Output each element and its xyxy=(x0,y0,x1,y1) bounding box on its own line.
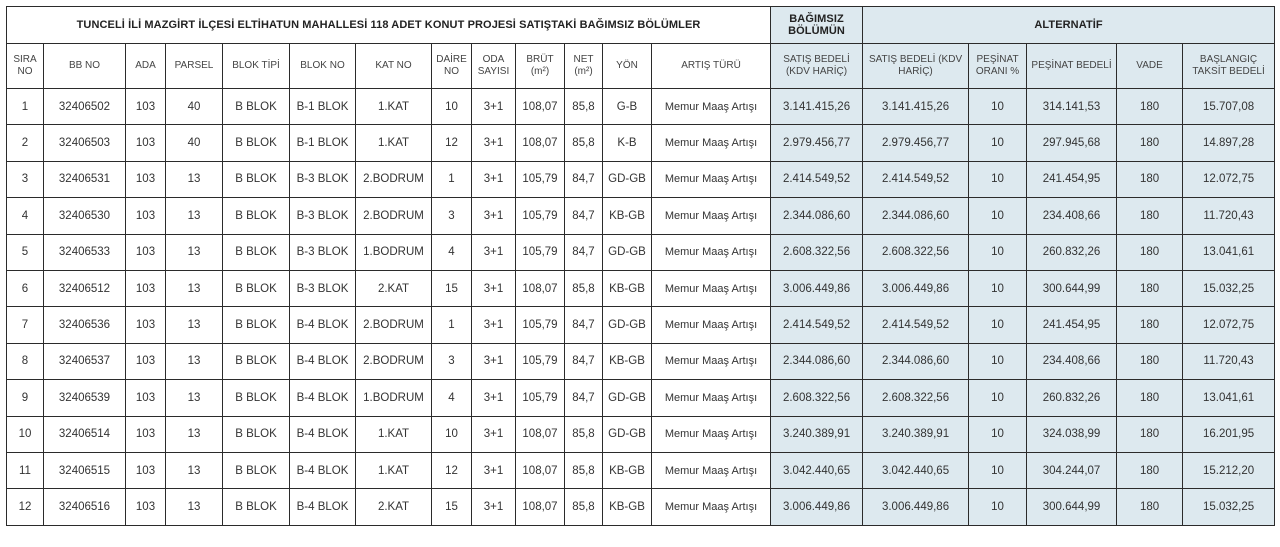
cell-blok-tipi: B BLOK xyxy=(223,380,290,416)
cell-yon: GD-GB xyxy=(603,307,652,343)
cell-sira-no: 3 xyxy=(7,161,44,197)
cell-artis-turu: Memur Maaş Artışı xyxy=(652,89,771,125)
column-header-pesinat-orani: PEŞİNAT ORANI % xyxy=(969,44,1027,89)
cell-sira-no: 9 xyxy=(7,380,44,416)
cell-yon: KB-GB xyxy=(603,198,652,234)
cell-bb-no: 32406514 xyxy=(44,416,126,452)
cell-kat-no: 2.BODRUM xyxy=(356,198,432,234)
cell-alt-satis-bedeli: 3.006.449,86 xyxy=(863,270,969,306)
cell-parsel: 13 xyxy=(166,489,223,525)
cell-brut: 105,79 xyxy=(516,343,565,379)
cell-vade: 180 xyxy=(1117,343,1183,379)
cell-vade: 180 xyxy=(1117,307,1183,343)
cell-bb-no: 32406531 xyxy=(44,161,126,197)
cell-pesinat-bedeli: 300.644,99 xyxy=(1027,489,1117,525)
cell-alt-satis-bedeli: 3.141.415,26 xyxy=(863,89,969,125)
cell-daire-no: 15 xyxy=(432,270,472,306)
cell-ada: 103 xyxy=(126,125,166,161)
cell-bb-no: 32406530 xyxy=(44,198,126,234)
cell-brut: 108,07 xyxy=(516,452,565,488)
cell-parsel: 13 xyxy=(166,416,223,452)
cell-satis-bedeli: 3.006.449,86 xyxy=(771,270,863,306)
cell-baslangic-taksit: 16.201,95 xyxy=(1183,416,1275,452)
cell-pesinat-bedeli: 234.408,66 xyxy=(1027,343,1117,379)
table-row xyxy=(7,234,1275,270)
cell-kat-no: 2.BODRUM xyxy=(356,161,432,197)
cell-baslangic-taksit: 15.707,08 xyxy=(1183,89,1275,125)
cell-pesinat-bedeli: 304.244,07 xyxy=(1027,452,1117,488)
cell-sira-no: 4 xyxy=(7,198,44,234)
cell-oda-sayisi: 3+1 xyxy=(472,161,516,197)
cell-vade: 180 xyxy=(1117,489,1183,525)
column-header-net: NET (m²) xyxy=(565,44,603,89)
table-row xyxy=(7,125,1275,161)
cell-sira-no: 10 xyxy=(7,416,44,452)
cell-bb-no: 32406537 xyxy=(44,343,126,379)
cell-brut: 108,07 xyxy=(516,416,565,452)
cell-blok-no: B-3 BLOK xyxy=(290,234,356,270)
cell-blok-tipi: B BLOK xyxy=(223,89,290,125)
cell-blok-tipi: B BLOK xyxy=(223,343,290,379)
cell-baslangic-taksit: 14.897,28 xyxy=(1183,125,1275,161)
cell-net: 85,8 xyxy=(565,416,603,452)
cell-artis-turu: Memur Maaş Artışı xyxy=(652,234,771,270)
cell-baslangic-taksit: 11.720,43 xyxy=(1183,343,1275,379)
cell-daire-no: 3 xyxy=(432,343,472,379)
cell-oda-sayisi: 3+1 xyxy=(472,452,516,488)
cell-pesinat-orani: 10 xyxy=(969,198,1027,234)
cell-oda-sayisi: 3+1 xyxy=(472,416,516,452)
cell-satis-bedeli: 2.414.549,52 xyxy=(771,161,863,197)
cell-blok-tipi: B BLOK xyxy=(223,307,290,343)
cell-bb-no: 32406512 xyxy=(44,270,126,306)
cell-vade: 180 xyxy=(1117,452,1183,488)
cell-net: 84,7 xyxy=(565,343,603,379)
cell-blok-no: B-1 BLOK xyxy=(290,89,356,125)
table-row xyxy=(7,198,1275,234)
cell-parsel: 40 xyxy=(166,89,223,125)
table-row xyxy=(7,452,1275,488)
cell-oda-sayisi: 3+1 xyxy=(472,343,516,379)
cell-baslangic-taksit: 12.072,75 xyxy=(1183,161,1275,197)
cell-vade: 180 xyxy=(1117,270,1183,306)
cell-baslangic-taksit: 15.212,20 xyxy=(1183,452,1275,488)
cell-pesinat-orani: 10 xyxy=(969,380,1027,416)
cell-daire-no: 12 xyxy=(432,125,472,161)
cell-alt-satis-bedeli: 3.240.389,91 xyxy=(863,416,969,452)
cell-kat-no: 1.BODRUM xyxy=(356,234,432,270)
cell-vade: 180 xyxy=(1117,125,1183,161)
cell-ada: 103 xyxy=(126,452,166,488)
cell-pesinat-orani: 10 xyxy=(969,489,1027,525)
column-header-baslangic-taksit: BAŞLANGIÇ TAKSİT BEDELİ xyxy=(1183,44,1275,89)
cell-parsel: 13 xyxy=(166,307,223,343)
cell-yon: KB-GB xyxy=(603,270,652,306)
cell-kat-no: 2.KAT xyxy=(356,270,432,306)
cell-satis-bedeli: 2.979.456,77 xyxy=(771,125,863,161)
cell-yon: GD-GB xyxy=(603,161,652,197)
cell-bb-no: 32406533 xyxy=(44,234,126,270)
cell-satis-bedeli: 2.344.086,60 xyxy=(771,343,863,379)
cell-vade: 180 xyxy=(1117,89,1183,125)
cell-kat-no: 1.KAT xyxy=(356,452,432,488)
cell-blok-tipi: B BLOK xyxy=(223,234,290,270)
cell-vade: 180 xyxy=(1117,234,1183,270)
cell-alt-satis-bedeli: 2.414.549,52 xyxy=(863,161,969,197)
cell-kat-no: 1.BODRUM xyxy=(356,380,432,416)
cell-kat-no: 1.KAT xyxy=(356,416,432,452)
cell-sira-no: 11 xyxy=(7,452,44,488)
cell-pesinat-orani: 10 xyxy=(969,343,1027,379)
sales-table xyxy=(6,6,1275,526)
cell-pesinat-orani: 10 xyxy=(969,416,1027,452)
cell-yon: GD-GB xyxy=(603,416,652,452)
cell-net: 84,7 xyxy=(565,234,603,270)
cell-net: 84,7 xyxy=(565,198,603,234)
cell-yon: KB-GB xyxy=(603,452,652,488)
column-header-bb-no: BB NO xyxy=(44,44,126,89)
table-row xyxy=(7,161,1275,197)
bagimsiz-group-header: BAĞIMSIZ BÖLÜMÜN xyxy=(771,7,863,44)
cell-satis-bedeli: 2.414.549,52 xyxy=(771,307,863,343)
cell-net: 84,7 xyxy=(565,307,603,343)
cell-oda-sayisi: 3+1 xyxy=(472,489,516,525)
table-row xyxy=(7,270,1275,306)
cell-artis-turu: Memur Maaş Artışı xyxy=(652,380,771,416)
cell-kat-no: 1.KAT xyxy=(356,89,432,125)
cell-artis-turu: Memur Maaş Artışı xyxy=(652,343,771,379)
cell-parsel: 13 xyxy=(166,270,223,306)
column-header-row xyxy=(7,44,1275,89)
cell-blok-no: B-3 BLOK xyxy=(290,161,356,197)
cell-net: 85,8 xyxy=(565,452,603,488)
cell-oda-sayisi: 3+1 xyxy=(472,380,516,416)
cell-oda-sayisi: 3+1 xyxy=(472,307,516,343)
cell-blok-tipi: B BLOK xyxy=(223,416,290,452)
table-body xyxy=(7,89,1275,526)
cell-daire-no: 4 xyxy=(432,380,472,416)
table-row xyxy=(7,416,1275,452)
table-row xyxy=(7,343,1275,379)
column-header-vade: VADE xyxy=(1117,44,1183,89)
cell-blok-no: B-3 BLOK xyxy=(290,270,356,306)
cell-brut: 105,79 xyxy=(516,198,565,234)
table-row xyxy=(7,489,1275,525)
cell-brut: 108,07 xyxy=(516,489,565,525)
cell-bb-no: 32406536 xyxy=(44,307,126,343)
cell-alt-satis-bedeli: 2.414.549,52 xyxy=(863,307,969,343)
cell-pesinat-orani: 10 xyxy=(969,125,1027,161)
cell-alt-satis-bedeli: 3.006.449,86 xyxy=(863,489,969,525)
cell-net: 85,8 xyxy=(565,489,603,525)
cell-brut: 108,07 xyxy=(516,270,565,306)
cell-daire-no: 15 xyxy=(432,489,472,525)
cell-brut: 105,79 xyxy=(516,161,565,197)
cell-artis-turu: Memur Maaş Artışı xyxy=(652,307,771,343)
cell-artis-turu: Memur Maaş Artışı xyxy=(652,270,771,306)
cell-yon: GD-GB xyxy=(603,380,652,416)
cell-daire-no: 10 xyxy=(432,416,472,452)
cell-kat-no: 2.KAT xyxy=(356,489,432,525)
cell-bb-no: 32406502 xyxy=(44,89,126,125)
cell-pesinat-orani: 10 xyxy=(969,234,1027,270)
cell-ada: 103 xyxy=(126,489,166,525)
cell-bb-no: 32406515 xyxy=(44,452,126,488)
cell-artis-turu: Memur Maaş Artışı xyxy=(652,198,771,234)
cell-pesinat-orani: 10 xyxy=(969,161,1027,197)
cell-satis-bedeli: 3.042.440,65 xyxy=(771,452,863,488)
cell-ada: 103 xyxy=(126,161,166,197)
cell-pesinat-bedeli: 260.832,26 xyxy=(1027,380,1117,416)
cell-baslangic-taksit: 11.720,43 xyxy=(1183,198,1275,234)
cell-pesinat-orani: 10 xyxy=(969,307,1027,343)
cell-ada: 103 xyxy=(126,270,166,306)
cell-oda-sayisi: 3+1 xyxy=(472,234,516,270)
cell-ada: 103 xyxy=(126,343,166,379)
column-header-pesinat-bedeli: PEŞİNAT BEDELİ xyxy=(1027,44,1117,89)
cell-satis-bedeli: 3.240.389,91 xyxy=(771,416,863,452)
cell-yon: K-B xyxy=(603,125,652,161)
cell-brut: 105,79 xyxy=(516,307,565,343)
cell-parsel: 13 xyxy=(166,452,223,488)
column-header-ada: ADA xyxy=(126,44,166,89)
cell-kat-no: 2.BODRUM xyxy=(356,343,432,379)
cell-artis-turu: Memur Maaş Artışı xyxy=(652,452,771,488)
sales-table-container xyxy=(6,6,1275,526)
cell-blok-no: B-4 BLOK xyxy=(290,416,356,452)
cell-satis-bedeli: 2.344.086,60 xyxy=(771,198,863,234)
column-header-oda-sayisi: ODA SAYISI xyxy=(472,44,516,89)
cell-oda-sayisi: 3+1 xyxy=(472,89,516,125)
cell-brut: 108,07 xyxy=(516,89,565,125)
cell-blok-no: B-3 BLOK xyxy=(290,198,356,234)
cell-brut: 105,79 xyxy=(516,380,565,416)
cell-oda-sayisi: 3+1 xyxy=(472,198,516,234)
cell-daire-no: 4 xyxy=(432,234,472,270)
cell-blok-no: B-4 BLOK xyxy=(290,343,356,379)
cell-kat-no: 1.KAT xyxy=(356,125,432,161)
cell-alt-satis-bedeli: 2.608.322,56 xyxy=(863,234,969,270)
column-header-blok-tipi: BLOK TİPİ xyxy=(223,44,290,89)
cell-sira-no: 6 xyxy=(7,270,44,306)
cell-satis-bedeli: 3.006.449,86 xyxy=(771,489,863,525)
cell-pesinat-bedeli: 297.945,68 xyxy=(1027,125,1117,161)
column-header-satis-bedeli: SATIŞ BEDELİ (KDV HARİÇ) xyxy=(771,44,863,89)
cell-oda-sayisi: 3+1 xyxy=(472,270,516,306)
cell-blok-no: B-1 BLOK xyxy=(290,125,356,161)
cell-blok-tipi: B BLOK xyxy=(223,270,290,306)
cell-baslangic-taksit: 13.041,61 xyxy=(1183,380,1275,416)
cell-baslangic-taksit: 15.032,25 xyxy=(1183,489,1275,525)
table-row xyxy=(7,89,1275,125)
cell-daire-no: 1 xyxy=(432,307,472,343)
cell-blok-tipi: B BLOK xyxy=(223,452,290,488)
cell-parsel: 13 xyxy=(166,343,223,379)
cell-bb-no: 32406516 xyxy=(44,489,126,525)
cell-alt-satis-bedeli: 2.608.322,56 xyxy=(863,380,969,416)
cell-sira-no: 7 xyxy=(7,307,44,343)
table-row xyxy=(7,307,1275,343)
cell-sira-no: 8 xyxy=(7,343,44,379)
cell-blok-tipi: B BLOK xyxy=(223,125,290,161)
column-header-kat-no: KAT NO xyxy=(356,44,432,89)
column-header-blok-no: BLOK NO xyxy=(290,44,356,89)
cell-brut: 108,07 xyxy=(516,125,565,161)
cell-pesinat-orani: 10 xyxy=(969,452,1027,488)
cell-sira-no: 1 xyxy=(7,89,44,125)
cell-alt-satis-bedeli: 3.042.440,65 xyxy=(863,452,969,488)
cell-yon: KB-GB xyxy=(603,343,652,379)
cell-baslangic-taksit: 12.072,75 xyxy=(1183,307,1275,343)
cell-blok-no: B-4 BLOK xyxy=(290,380,356,416)
cell-daire-no: 10 xyxy=(432,89,472,125)
table-title: TUNCELİ İLİ MAZGİRT İLÇESİ ELTİHATUN MAHALLESİ 118 ADET KONUT PROJESİ SATIŞTAKİ BAĞIMSIZ BÖLÜMLER xyxy=(7,7,771,44)
cell-alt-satis-bedeli: 2.979.456,77 xyxy=(863,125,969,161)
cell-artis-turu: Memur Maaş Artışı xyxy=(652,489,771,525)
cell-blok-tipi: B BLOK xyxy=(223,161,290,197)
cell-pesinat-bedeli: 314.141,53 xyxy=(1027,89,1117,125)
column-header-daire-no: DAİRE NO xyxy=(432,44,472,89)
cell-artis-turu: Memur Maaş Artışı xyxy=(652,161,771,197)
cell-kat-no: 2.BODRUM xyxy=(356,307,432,343)
cell-brut: 105,79 xyxy=(516,234,565,270)
cell-pesinat-bedeli: 241.454,95 xyxy=(1027,161,1117,197)
cell-satis-bedeli: 3.141.415,26 xyxy=(771,89,863,125)
cell-sira-no: 2 xyxy=(7,125,44,161)
column-header-yon: YÖN xyxy=(603,44,652,89)
cell-yon: G-B xyxy=(603,89,652,125)
cell-sira-no: 5 xyxy=(7,234,44,270)
cell-net: 84,7 xyxy=(565,161,603,197)
cell-artis-turu: Memur Maaş Artışı xyxy=(652,416,771,452)
cell-pesinat-bedeli: 241.454,95 xyxy=(1027,307,1117,343)
cell-baslangic-taksit: 13.041,61 xyxy=(1183,234,1275,270)
title-row xyxy=(7,7,1275,44)
column-header-brut: BRÜT (m²) xyxy=(516,44,565,89)
column-header-alt-satis-bedeli: SATIŞ BEDELİ (KDV HARİÇ) xyxy=(863,44,969,89)
column-header-sira-no: SIRA NO xyxy=(7,44,44,89)
cell-ada: 103 xyxy=(126,198,166,234)
cell-yon: GD-GB xyxy=(603,234,652,270)
cell-artis-turu: Memur Maaş Artışı xyxy=(652,125,771,161)
cell-net: 85,8 xyxy=(565,125,603,161)
cell-daire-no: 1 xyxy=(432,161,472,197)
cell-parsel: 13 xyxy=(166,234,223,270)
cell-alt-satis-bedeli: 2.344.086,60 xyxy=(863,343,969,379)
cell-blok-no: B-4 BLOK xyxy=(290,452,356,488)
cell-vade: 180 xyxy=(1117,380,1183,416)
alternatif-group-header: ALTERNATİF xyxy=(863,7,1275,44)
cell-oda-sayisi: 3+1 xyxy=(472,125,516,161)
column-header-artis-turu: ARTIŞ TÜRÜ xyxy=(652,44,771,89)
cell-daire-no: 3 xyxy=(432,198,472,234)
cell-parsel: 40 xyxy=(166,125,223,161)
cell-satis-bedeli: 2.608.322,56 xyxy=(771,380,863,416)
cell-bb-no: 32406539 xyxy=(44,380,126,416)
cell-vade: 180 xyxy=(1117,416,1183,452)
cell-pesinat-orani: 10 xyxy=(969,270,1027,306)
cell-net: 84,7 xyxy=(565,380,603,416)
cell-parsel: 13 xyxy=(166,380,223,416)
cell-ada: 103 xyxy=(126,89,166,125)
cell-pesinat-bedeli: 260.832,26 xyxy=(1027,234,1117,270)
cell-ada: 103 xyxy=(126,416,166,452)
cell-net: 85,8 xyxy=(565,89,603,125)
cell-pesinat-bedeli: 324.038,99 xyxy=(1027,416,1117,452)
cell-baslangic-taksit: 15.032,25 xyxy=(1183,270,1275,306)
cell-pesinat-bedeli: 234.408,66 xyxy=(1027,198,1117,234)
cell-pesinat-bedeli: 300.644,99 xyxy=(1027,270,1117,306)
cell-daire-no: 12 xyxy=(432,452,472,488)
cell-yon: KB-GB xyxy=(603,489,652,525)
cell-vade: 180 xyxy=(1117,161,1183,197)
cell-parsel: 13 xyxy=(166,161,223,197)
cell-ada: 103 xyxy=(126,380,166,416)
cell-sira-no: 12 xyxy=(7,489,44,525)
cell-ada: 103 xyxy=(126,234,166,270)
cell-blok-no: B-4 BLOK xyxy=(290,307,356,343)
cell-net: 85,8 xyxy=(565,270,603,306)
cell-satis-bedeli: 2.608.322,56 xyxy=(771,234,863,270)
cell-blok-tipi: B BLOK xyxy=(223,489,290,525)
cell-vade: 180 xyxy=(1117,198,1183,234)
column-header-parsel: PARSEL xyxy=(166,44,223,89)
cell-pesinat-orani: 10 xyxy=(969,89,1027,125)
cell-ada: 103 xyxy=(126,307,166,343)
cell-parsel: 13 xyxy=(166,198,223,234)
cell-blok-tipi: B BLOK xyxy=(223,198,290,234)
cell-alt-satis-bedeli: 2.344.086,60 xyxy=(863,198,969,234)
cell-bb-no: 32406503 xyxy=(44,125,126,161)
table-row xyxy=(7,380,1275,416)
cell-blok-no: B-4 BLOK xyxy=(290,489,356,525)
